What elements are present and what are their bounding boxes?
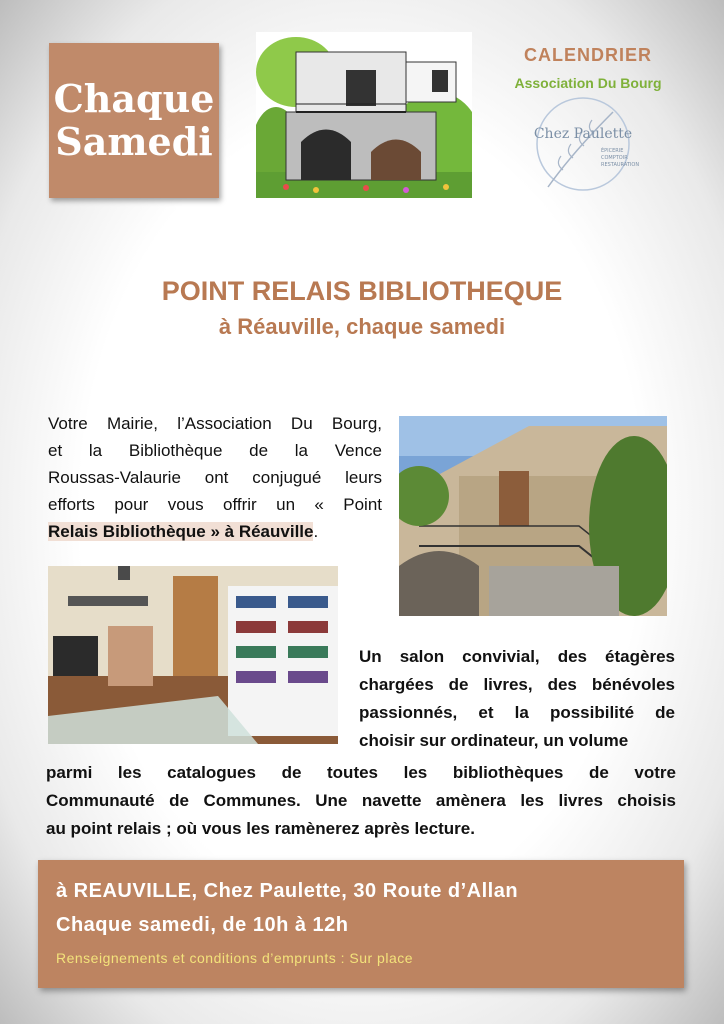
logo-name: Chez Paulette — [533, 126, 633, 142]
logo-tagline-3: RESTAURATION — [601, 162, 640, 168]
footer-info-box — [38, 860, 684, 988]
intro-line-4: efforts pour vous offrir un « Point — [48, 495, 382, 514]
footer-hours: Chaque samedi, de 10h à 12h — [56, 914, 349, 936]
salon-line-4: choisir sur ordinateur, un volume — [359, 731, 629, 750]
association-name: Association Du Bourg — [514, 75, 662, 91]
intro-line-5 — [48, 518, 382, 545]
intro-highlight: Relais Bibliothèque » à Réauville — [48, 522, 314, 541]
closing-line-1: parmi les catalogues de toutes les bibliothèques de votre — [46, 763, 676, 782]
intro-line-2: et la Bibliothèque de la Vence — [48, 441, 382, 460]
page-subtitle: à Réauville, chaque samedi — [218, 314, 506, 339]
footer-address: à REAUVILLE, Chez Paulette, 30 Route d’Allan — [56, 880, 519, 902]
logo-tagline-2: COMPTOIR — [601, 155, 628, 161]
intro-line-3: Roussas-Valaurie ont conjugué leurs — [48, 468, 382, 487]
intro-line-1: Votre Mairie, l’Association Du Bourg, — [48, 414, 382, 433]
house-illustration — [256, 32, 472, 198]
intro-paragraph — [48, 410, 382, 545]
salon-line-1: Un salon convivial, des étagères — [359, 647, 675, 666]
stone-house-photo — [399, 416, 667, 616]
chaque-samedi-badge — [49, 43, 219, 198]
salon-line-2: chargées de livres, des bénévoles — [359, 675, 675, 694]
salon-line-3: passionnés, et la possibilité de — [359, 703, 675, 722]
badge-line-1: Chaque — [53, 75, 215, 121]
logo-tagline-1: ÉPICERIE — [601, 148, 624, 154]
chez-paulette-logo — [518, 92, 648, 200]
closing-line-3: au point relais ; où vous les ramènerez après lecture. — [46, 819, 475, 838]
badge-line-2: Samedi — [55, 118, 213, 164]
library-room-photo — [48, 566, 338, 744]
page-title: POINT RELAIS BIBLIOTHEQUE — [161, 276, 563, 306]
calendar-title: CALENDRIER — [523, 45, 652, 65]
closing-line-2: Communauté de Communes. Une navette amènera les livres choisis — [46, 791, 676, 810]
closing-paragraph — [46, 759, 676, 843]
salon-paragraph — [359, 643, 675, 755]
footer-info: Renseignements et conditions d’emprunts : Sur place — [56, 950, 414, 966]
intro-end: . — [313, 522, 319, 541]
